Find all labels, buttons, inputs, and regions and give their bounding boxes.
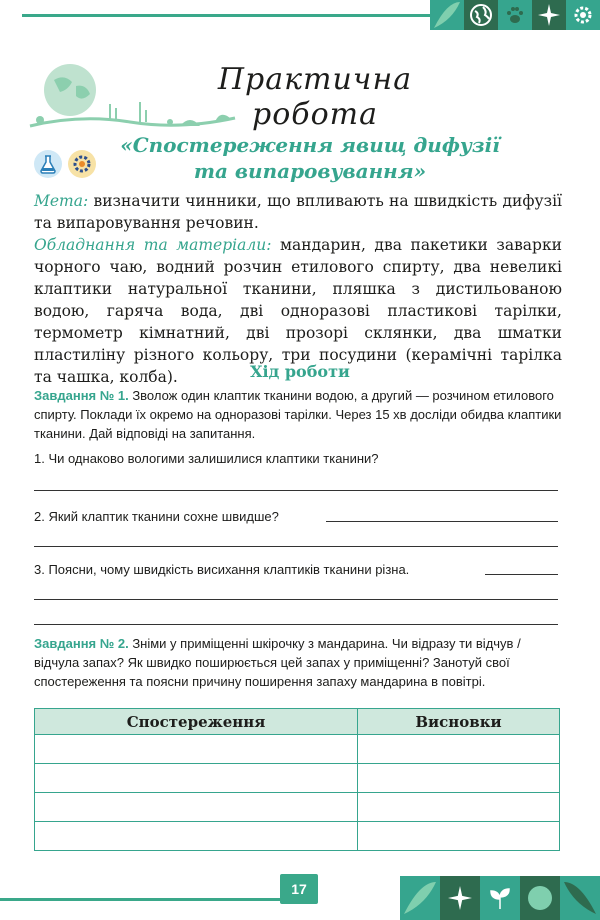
answer-line-6[interactable] bbox=[34, 624, 558, 625]
table-cell[interactable] bbox=[358, 793, 560, 822]
observations-table bbox=[34, 708, 560, 851]
table-row bbox=[35, 735, 560, 764]
materials-label: Обладнання та матеріали: bbox=[34, 236, 272, 254]
goal-paragraph bbox=[34, 190, 562, 234]
intro-block bbox=[34, 190, 562, 388]
task-1-question-3: 3. Поясни, чому швидкість висихання клаптиків тканини різна. bbox=[34, 562, 410, 577]
task-2 bbox=[34, 634, 562, 691]
page-title: Практична робота bbox=[217, 62, 413, 132]
paw-icon bbox=[498, 0, 532, 30]
page-number: 17 bbox=[280, 874, 318, 904]
leaf-pattern-icon bbox=[430, 0, 464, 30]
table-header-row bbox=[35, 709, 560, 735]
table-cell[interactable] bbox=[358, 764, 560, 793]
bottom-icon-tiles bbox=[400, 876, 600, 920]
table-row bbox=[35, 822, 560, 851]
sprout-icon bbox=[480, 876, 520, 920]
sparkle-icon bbox=[532, 0, 566, 30]
task-1-label: Завдання № 1. bbox=[34, 388, 129, 403]
task-2-text: Зніми у приміщенні шкірочку з мандарина. Чи відразу ти відчув / відчула запах? Як швидко поширюється цей запах у приміщенні? Занотуй свої спостереження та поясни причину поширення запаху мандарина в повітрі. bbox=[34, 636, 521, 689]
goal-label: Мета: bbox=[34, 192, 89, 210]
table-cell[interactable] bbox=[35, 735, 358, 764]
subtitle-line-2: та випаровування» bbox=[193, 159, 427, 183]
goal-text: визначити чинники, що впливають на швидкість дифузії та випаровування речовин. bbox=[34, 192, 562, 232]
subject-badges bbox=[34, 150, 96, 178]
leaf-pattern-icon bbox=[400, 876, 440, 920]
top-decor-band bbox=[0, 0, 600, 30]
table-row bbox=[35, 764, 560, 793]
answer-line-4[interactable] bbox=[485, 574, 558, 575]
table-cell[interactable] bbox=[35, 822, 358, 851]
bottom-divider-line bbox=[0, 898, 290, 901]
table-cell[interactable] bbox=[35, 793, 358, 822]
answer-line-2[interactable] bbox=[326, 521, 558, 522]
answer-line-5[interactable] bbox=[34, 599, 558, 600]
header-conclusions: Висновки bbox=[358, 709, 560, 735]
table-row bbox=[35, 793, 560, 822]
answer-line-1[interactable] bbox=[34, 490, 558, 491]
flask-icon bbox=[34, 150, 62, 178]
leaf-pattern-icon bbox=[520, 876, 560, 920]
globe-icon bbox=[464, 0, 498, 30]
table-cell[interactable] bbox=[358, 822, 560, 851]
task-1-text: Зволож один клаптик тканини водою, а другий — розчином етилового спирту. Поклади їх окремо на одноразові тарілки. Через 15 хв досліди обидва клаптики тканини. Дай відповіді на запитання. bbox=[34, 388, 562, 441]
cog-icon bbox=[68, 150, 96, 178]
task-1-question-1: 1. Чи однаково вологими залишилися клаптики тканини? bbox=[34, 451, 379, 466]
answer-line-3[interactable] bbox=[34, 546, 558, 547]
task-1 bbox=[34, 386, 562, 443]
sparkle-icon bbox=[440, 876, 480, 920]
task-1-question-2: 2. Який клаптик тканини сохне швидше? bbox=[34, 509, 279, 524]
gear-icon bbox=[566, 0, 600, 30]
procedure-heading: Хід роботи bbox=[250, 362, 350, 381]
leaf-pattern-icon bbox=[560, 876, 600, 920]
top-divider-line bbox=[22, 14, 430, 17]
top-icon-tiles bbox=[430, 0, 600, 30]
header-observations: Спостереження bbox=[35, 709, 358, 735]
page-subtitle bbox=[100, 132, 520, 184]
table-cell[interactable] bbox=[35, 764, 358, 793]
materials-text: мандарин, два пакетики заварки чорного чаю, водний розчин етилового спирту, два невеликі клаптики натуральної тканини, пляшка з дистильованою водою, гаряча вода, дві одноразові пластикові тарілки, термометр кімнатний, дві прозорі склянки, два шматки пластиліну різного кольору, три посудини (керамічні тарілка та чашка, колба). bbox=[34, 236, 562, 386]
task-2-label: Завдання № 2. bbox=[34, 636, 129, 651]
table-cell[interactable] bbox=[358, 735, 560, 764]
subtitle-line-1: «Спостереження явищ дифузії bbox=[120, 133, 500, 157]
